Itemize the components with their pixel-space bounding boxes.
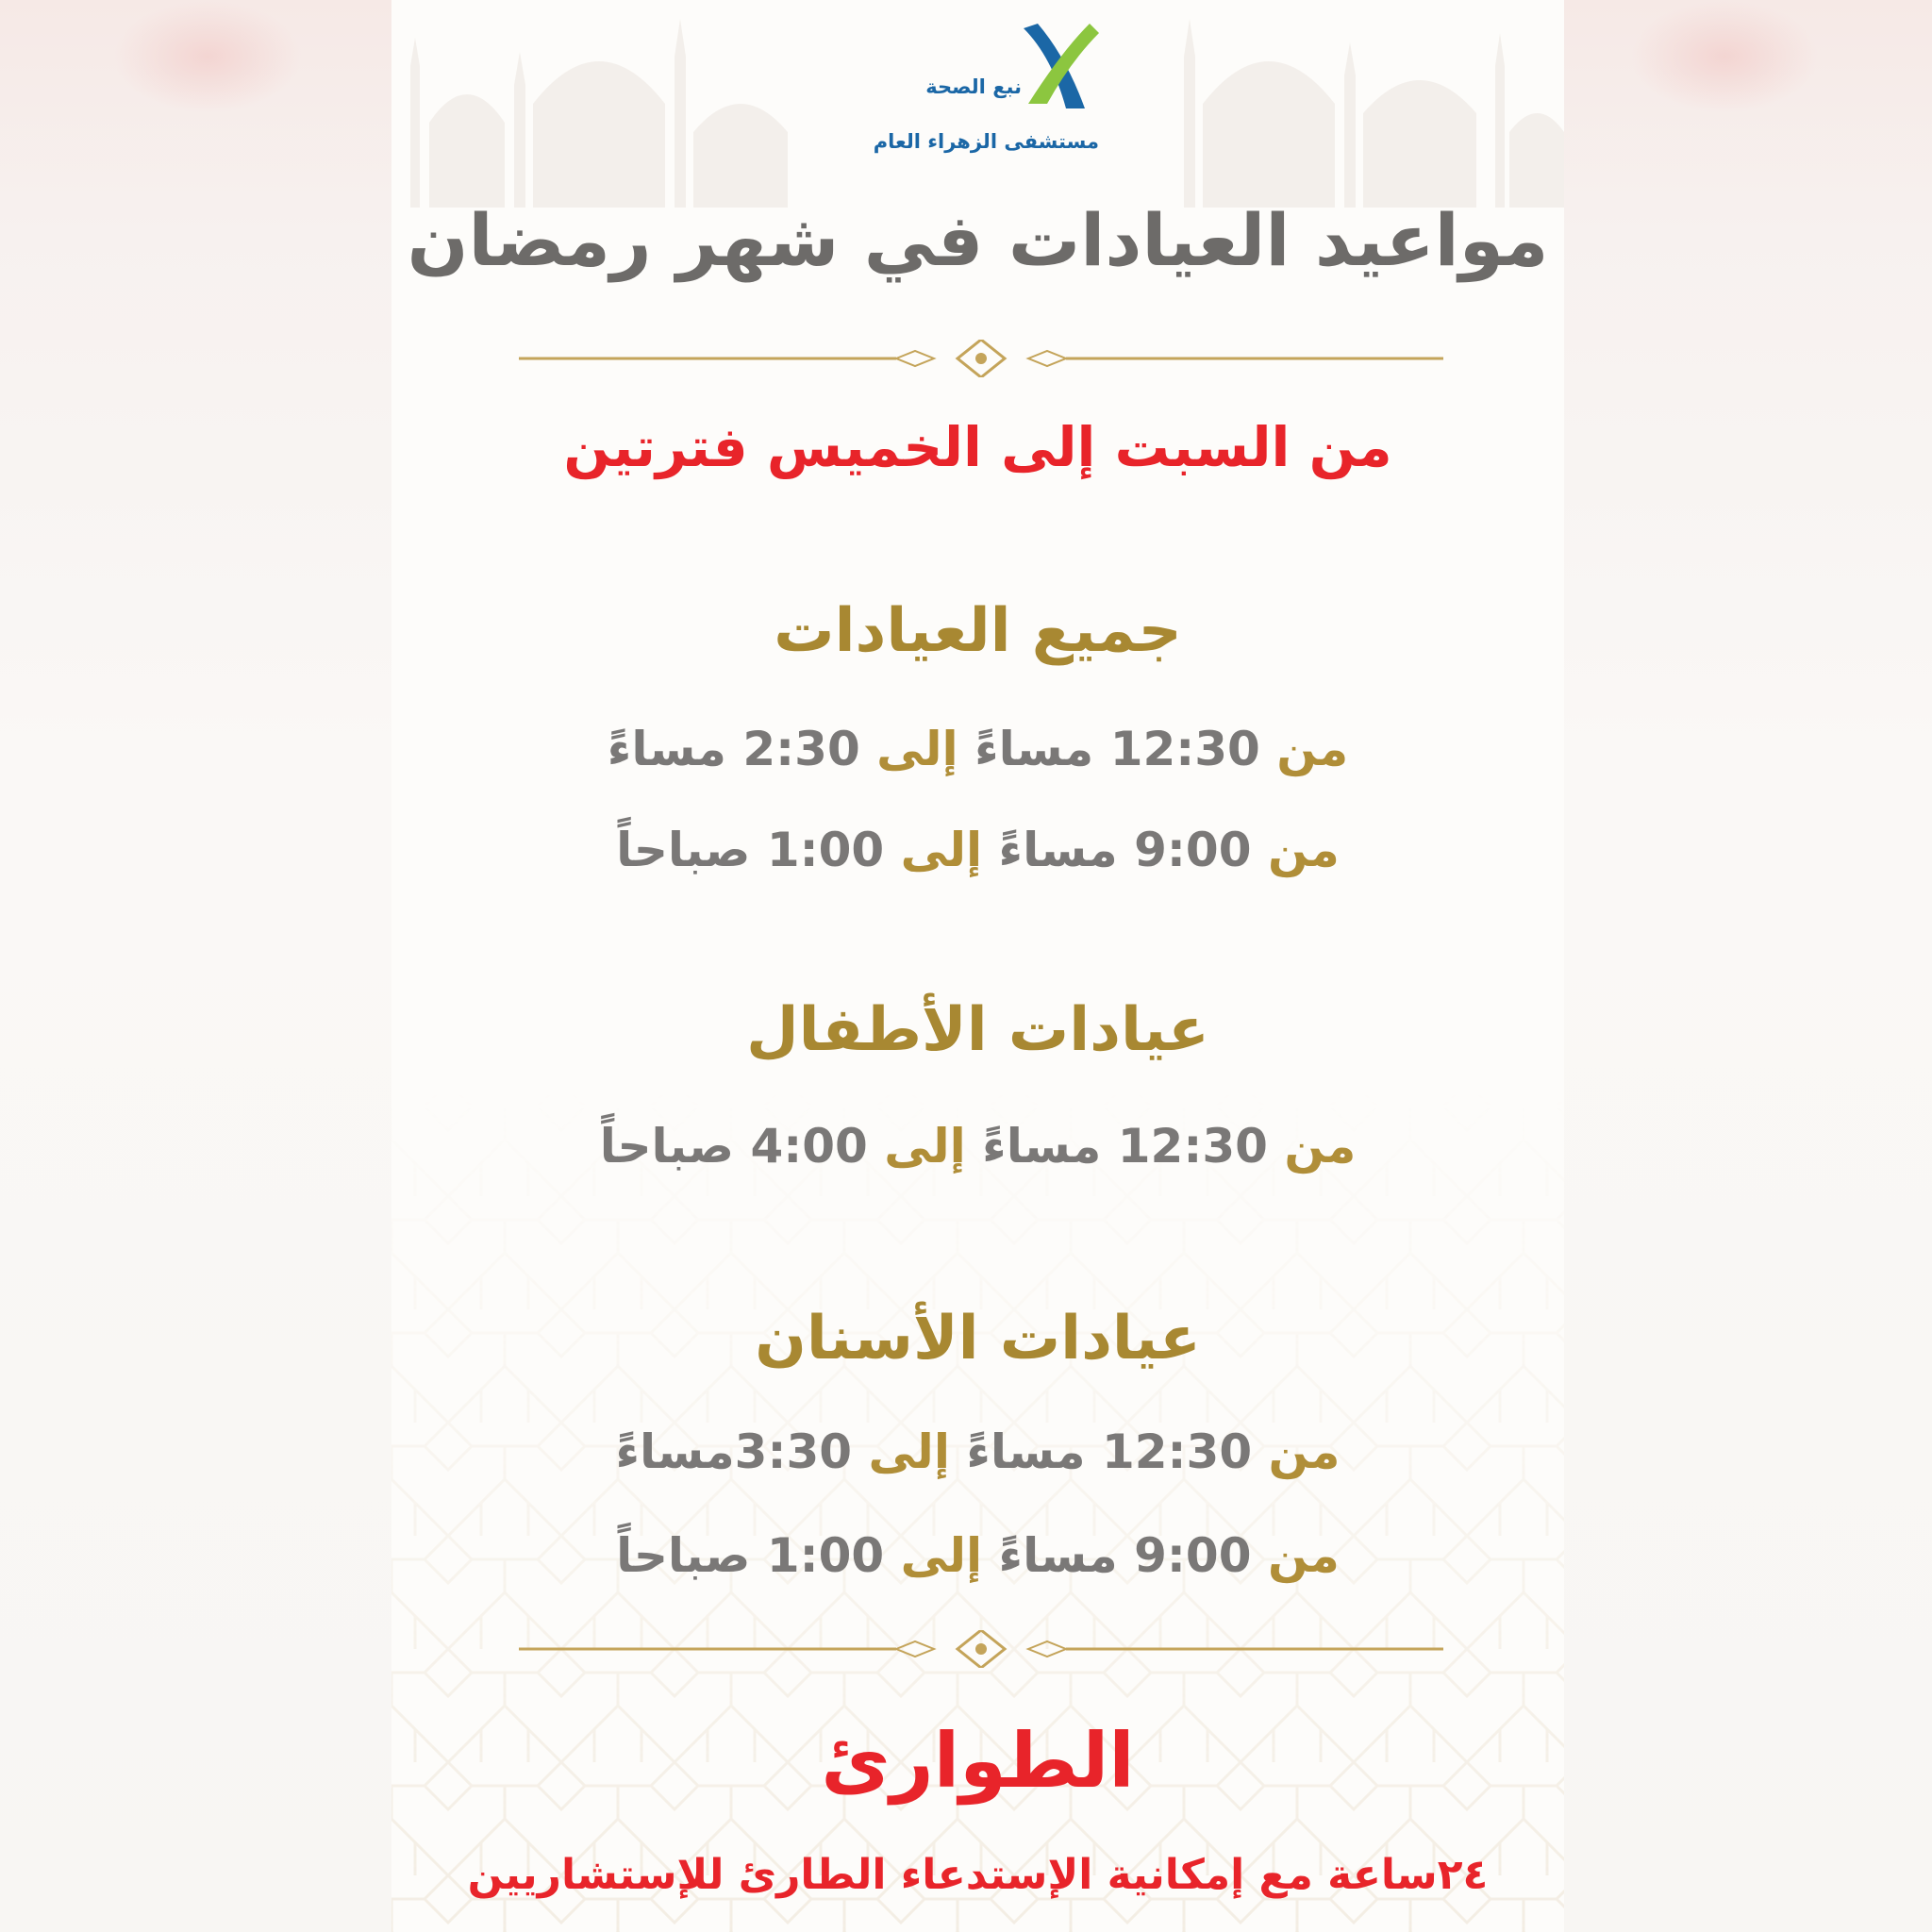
hours-line	[391, 1528, 1564, 1583]
hours-start: 9:00 مساءً	[998, 1528, 1252, 1583]
hours-from: من	[1267, 823, 1340, 877]
hours-from: من	[1267, 1528, 1340, 1583]
background-blur-left	[0, 0, 391, 1932]
page-title: مواعيد العيادات في شهر رمضان	[407, 198, 1549, 282]
emergency-title: الطوارئ	[821, 1717, 1135, 1805]
hours-line	[391, 722, 1564, 776]
logo-hospital-name: مستشفى الزهراء العام	[873, 130, 1099, 153]
emergency-note: ٢٤ساعة مع إمكانية الإستدعاء الطارئ للإستشاريين	[467, 1851, 1489, 1899]
hours-end: 3:30مساءً	[615, 1424, 853, 1479]
hours-line	[391, 1119, 1564, 1174]
hours-from: من	[1268, 1424, 1341, 1479]
hours-line	[391, 1424, 1564, 1479]
hours-start: 12:30 مساءً	[974, 722, 1260, 776]
section-title-dental: عيادات الأسنان	[755, 1304, 1201, 1374]
hours-end: 2:30 مساءً	[607, 722, 860, 776]
hours-line	[391, 823, 1564, 877]
geometric-pattern-decoration	[391, 1083, 1564, 1932]
logo-brand-line: نبع الصحة	[925, 75, 1022, 98]
schedule-subtitle: من السبت إلى الخميس فترتين	[563, 415, 1392, 479]
hours-to: إلى	[900, 823, 983, 877]
hours-to: إلى	[868, 1424, 950, 1479]
hospital-logo	[873, 19, 1127, 153]
poster	[391, 0, 1564, 1932]
section-title-all-clinics: جميع العيادات	[774, 596, 1182, 666]
hours-to: إلى	[884, 1119, 966, 1174]
hours-start: 12:30 مساءً	[982, 1119, 1268, 1174]
ornamental-divider	[519, 1630, 1443, 1668]
hours-end: 1:00 صباحاً	[616, 1528, 885, 1583]
hours-end: 4:00 صباحاً	[599, 1119, 868, 1174]
hours-start: 9:00 مساءً	[998, 823, 1252, 877]
logo-x-icon	[1014, 19, 1099, 113]
ornamental-divider	[519, 340, 1443, 377]
section-title-pediatrics: عيادات الأطفال	[746, 995, 1209, 1065]
hours-from: من	[1276, 722, 1349, 776]
hours-start: 12:30 مساءً	[966, 1424, 1253, 1479]
hours-from: من	[1284, 1119, 1357, 1174]
hours-to: إلى	[900, 1528, 983, 1583]
hours-end: 1:00 صباحاً	[616, 823, 885, 877]
hours-to: إلى	[876, 722, 958, 776]
background-blur-right	[1541, 0, 1932, 1932]
